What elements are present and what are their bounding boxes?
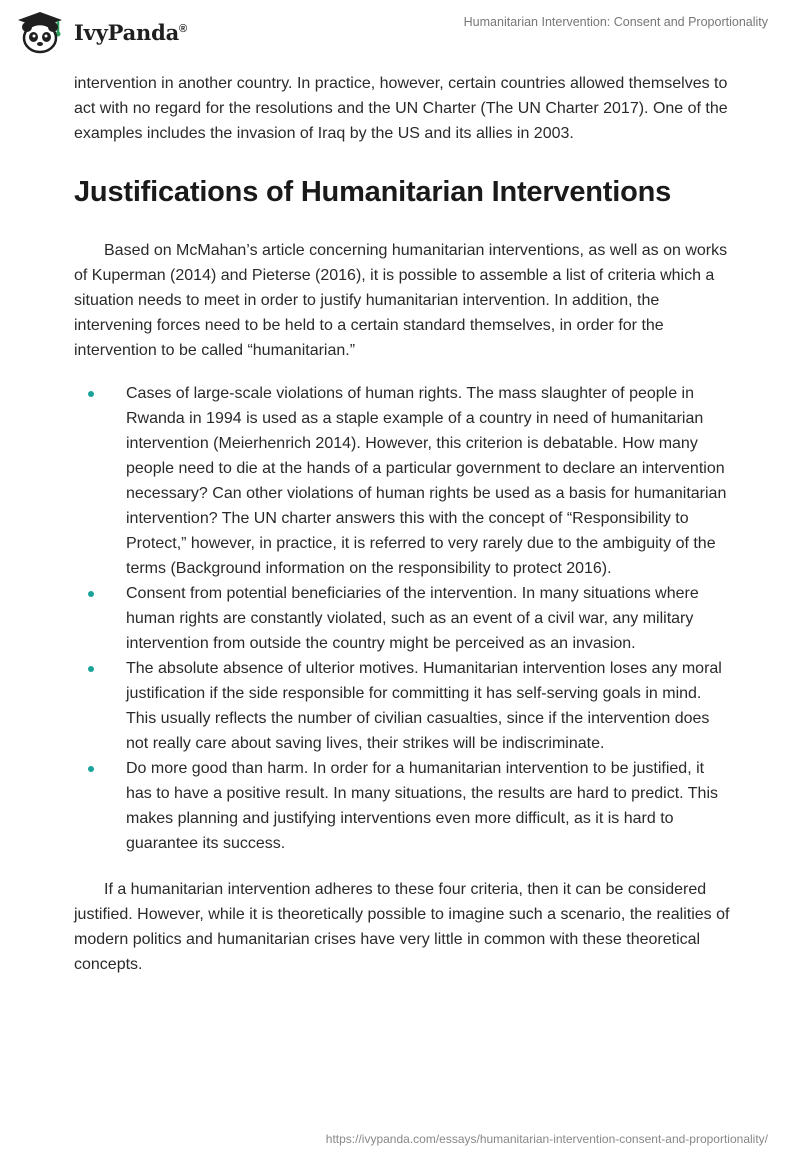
criteria-list xyxy=(74,381,734,856)
panda-graduate-icon xyxy=(14,10,66,54)
criterion-text: Consent from potential beneficiaries of the intervention. In many situations where human rights are constantly violated, such as an event of a civil war, any military intervention from outside the country might be perceived as an invasion. xyxy=(126,585,699,652)
criterion-text: Do more good than harm. In order for a humanitarian intervention to be justified, it has to have a positive result. In many situations, the results are hard to predict. This makes planning and justifying interventions even more difficult, as it is hard to guarantee its success. xyxy=(126,760,719,852)
criterion-text: Cases of large-scale violations of human rights. The mass slaughter of people in Rwanda in 1994 is used as a staple example of a country in need of humanitarian intervention (Meierhenrich 2014). However, this criterion is debatable. How many people need to die at the hands of a particular government to declare an intervention necessary? Can other violations of human rights be used as a basis for humanitarian intervention? The UN charter answers this with the concept of “Responsibility to Protect,” however, in practice, it is referred to very rarely due to the ambiguity of the terms (Background information on the responsibility to protect 2016). xyxy=(126,385,727,577)
lead-paragraph: intervention in another country. In practice, however, certain countries allowed themselves to act with no regard for the resolutions and the UN Charter (The UN Charter 2017). One of the examples includes the invasion of Iraq by the US and its allies in 2003. xyxy=(74,75,728,142)
ivypanda-logo[interactable] xyxy=(14,10,187,54)
bullet-icon xyxy=(88,591,94,597)
essay-content xyxy=(74,71,734,977)
list-item xyxy=(74,656,734,756)
list-item xyxy=(74,756,734,856)
brand-name: IvyPanda® xyxy=(74,19,187,45)
closing-paragraph: If a humanitarian intervention adheres to these four criteria, then it can be considered justified. However, while it is theoretically possible to imagine such a scenario, the realities of modern politics and humanitarian crises have very little in common with these theoretical concepts. xyxy=(74,881,730,973)
page-header xyxy=(0,0,800,66)
bullet-icon xyxy=(88,391,94,397)
list-item xyxy=(74,381,734,581)
bullet-icon xyxy=(88,666,94,672)
section-heading: Justifications of Humanitarian Interventions xyxy=(74,176,672,208)
source-url[interactable]: https://ivypanda.com/essays/humanitarian-intervention-consent-and-proportionality/ xyxy=(325,1132,768,1146)
bullet-icon xyxy=(88,766,94,772)
running-title: Humanitarian Intervention: Consent and Proportionality xyxy=(463,15,768,29)
list-item xyxy=(74,581,734,656)
intro-paragraph: Based on McMahan’s article concerning humanitarian interventions, as well as on works of Kuperman (2014) and Pieterse (2016), it is possible to assemble a list of criteria which a situation needs to meet in order to justify humanitarian intervention. In addition, the intervening forces need to be held to a certain standard themselves, in order for the intervention to be called “humanitarian.” xyxy=(74,242,728,359)
criterion-text: The absolute absence of ulterior motives. Humanitarian intervention loses any moral justification if the side responsible for committing it has self-serving goals in mind. This usually reflects the number of civilian casualties, since if the intervention does not really care about saving lives, their strikes will be indiscriminate. xyxy=(126,660,722,752)
